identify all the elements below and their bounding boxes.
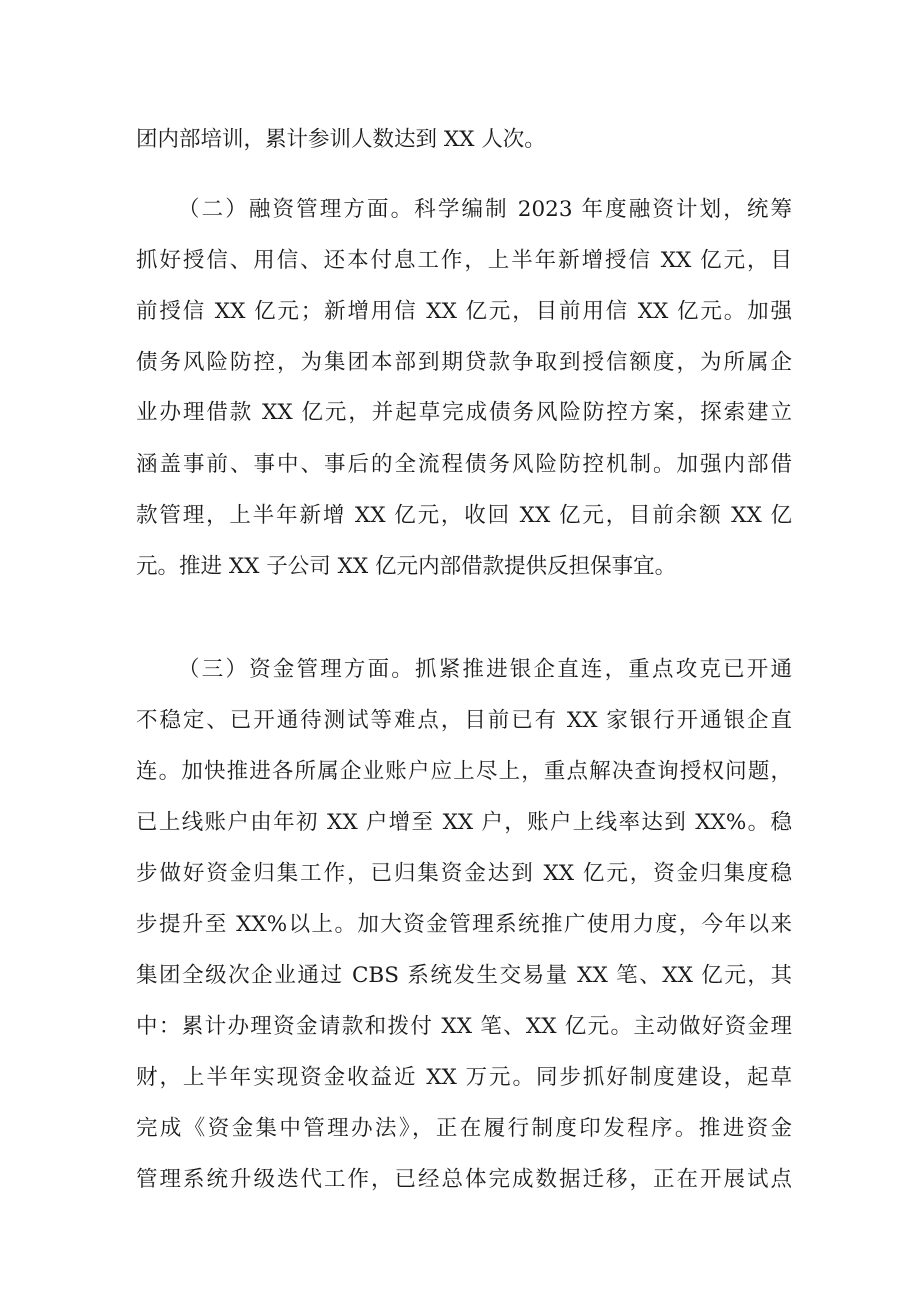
paragraph-2-line-1: （二）融资管理方面。科学编制 2023 年度融资计划，统筹 — [178, 197, 792, 222]
paragraph-3-line-2: 不稳定、已开通待测试等难点，目前已有 XX 家银行开通银企直 — [136, 708, 792, 733]
paragraph-3-line-1: （三）资金管理方面。抓紧推进银企直连，重点攻克已开通 — [178, 657, 792, 682]
paragraph-3-line-11: 管理系统升级迭代工作，已经总体完成数据迁移，正在开展试点 — [136, 1167, 792, 1192]
paragraph-2-line-6: 涵盖事前、事中、事后的全流程债务风险防控机制。加强内部借 — [136, 452, 792, 477]
paragraph-3-line-7: 集团全级次企业通过 CBS 系统发生交易量 XX 笔、XX 亿元，其 — [136, 963, 792, 988]
paragraph-3-line-9: 财，上半年实现资金收益近 XX 万元。同步抓好制度建设，起草 — [136, 1065, 792, 1090]
paragraph-2-line-4: 债务风险防控，为集团本部到期贷款争取到授信额度，为所属企 — [136, 350, 792, 375]
paragraph-2-line-5: 业办理借款 XX 亿元，并起草完成债务风险防控方案，探索建立 — [136, 400, 792, 425]
paragraph-2-line-3: 前授信 XX 亿元；新增用信 XX 亿元，目前用信 XX 亿元。加强 — [136, 299, 792, 324]
paragraph-2-line-2: 抓好授信、用信、还本付息工作，上半年新增授信 XX 亿元，目 — [136, 248, 792, 273]
paragraph-3-line-10: 完成《资金集中管理办法》，正在履行制度印发程序。推进资金 — [136, 1116, 792, 1141]
paragraph-2-line-7: 款管理，上半年新增 XX 亿元，收回 XX 亿元，目前余额 XX 亿 — [136, 503, 792, 528]
paragraph-2-line-8: 元。推进 XX 子公司 XX 亿元内部借款提供反担保事宜。 — [136, 554, 677, 579]
paragraph-3-line-3: 连。加快推进各所属企业账户应上尽上，重点解决查询授权问题， — [136, 759, 792, 784]
paragraph-3-line-5: 步做好资金归集工作，已归集资金达到 XX 亿元，资金归集度稳 — [136, 861, 792, 886]
paragraph-1-line-1: 团内部培训，累计参训人数达到 XX 人次。 — [136, 127, 546, 152]
paragraph-3-line-6: 步提升至 XX%以上。加大资金管理系统推广使用力度，今年以来 — [136, 912, 792, 937]
paragraph-3-line-8: 中：累计办理资金请款和拨付 XX 笔、XX 亿元。主动做好资金理 — [136, 1014, 792, 1039]
paragraph-3-line-4: 已上线账户由年初 XX 户增至 XX 户，账户上线率达到 XX%。稳 — [136, 810, 792, 835]
